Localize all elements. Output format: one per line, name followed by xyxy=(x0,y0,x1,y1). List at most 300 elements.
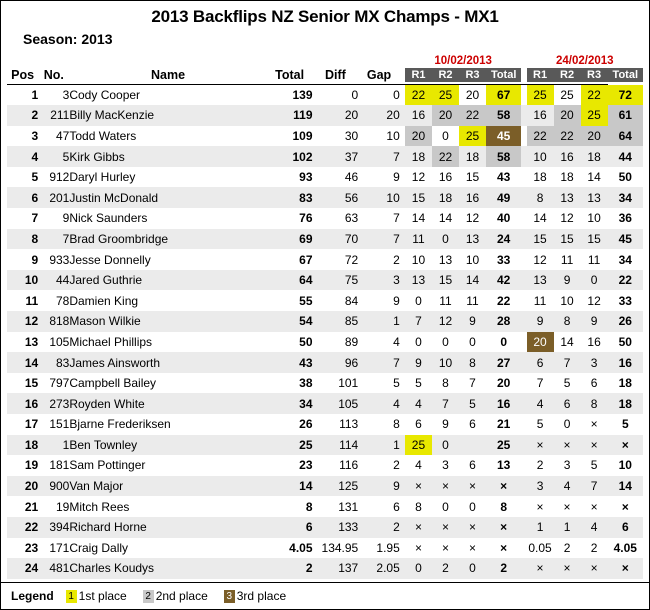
row-e2-total: 50 xyxy=(618,334,632,349)
row-total: 23 xyxy=(299,458,313,473)
row-e2-r2: 9 xyxy=(563,273,571,288)
row-number: 78 xyxy=(55,293,70,308)
row-e2-total: 5 xyxy=(621,417,629,432)
row-e2-r1: 6 xyxy=(536,355,544,370)
row-e1-total: × xyxy=(500,520,508,535)
row-e1-r3: 11 xyxy=(466,293,479,308)
row-total: 34 xyxy=(299,396,313,411)
row-e1-r2: 7 xyxy=(442,396,449,411)
row-e2-r2: 8 xyxy=(563,314,571,329)
row-total: 83 xyxy=(299,190,313,205)
row-name: Richard Horne xyxy=(69,520,147,535)
row-e1-r2: 0 xyxy=(442,334,449,349)
row-number: 1 xyxy=(62,437,70,452)
row-number: 151 xyxy=(49,417,70,432)
row-e2-r1: × xyxy=(536,437,544,452)
row-e1-r3 xyxy=(459,435,486,456)
row-e1-total: 21 xyxy=(497,417,511,432)
row-e1-total: × xyxy=(500,540,508,555)
row-e2-r3: 3 xyxy=(590,355,598,370)
row-total: 76 xyxy=(299,211,313,226)
row-gap: 3 xyxy=(393,273,400,288)
row-e1-r3: 15 xyxy=(465,170,480,185)
row-e1-r1: × xyxy=(414,540,422,555)
row-position: 23 xyxy=(24,540,39,555)
row-total: 55 xyxy=(299,293,313,308)
row-e1-r3: 9 xyxy=(469,314,476,329)
row-gap: 9 xyxy=(393,293,400,308)
event-date-2: 24/02/2013 xyxy=(555,54,614,67)
row-number: 105 xyxy=(49,334,70,349)
table-row[interactable] xyxy=(7,435,643,456)
row-e1-r2: 11 xyxy=(439,293,452,308)
row-name: Kirk Gibbs xyxy=(69,149,125,164)
row-e1-r1: 13 xyxy=(411,273,426,288)
row-number: 19 xyxy=(55,499,70,514)
col-pos[interactable]: Pos xyxy=(11,68,35,82)
row-gap: 7 xyxy=(393,231,400,246)
row-total: 50 xyxy=(299,334,313,349)
row-name: Nick Saunders xyxy=(69,211,148,226)
legend-swatch-silver: 2 xyxy=(143,590,154,603)
row-number: 3 xyxy=(62,88,70,103)
table-row[interactable] xyxy=(7,146,643,167)
row-diff: 105 xyxy=(338,396,359,411)
row-e1-r3: 14 xyxy=(465,273,480,288)
row-e2-r1: 20 xyxy=(527,332,554,353)
row-e1-total: 8 xyxy=(500,499,508,514)
row-e1-r3: 8 xyxy=(469,355,476,370)
row-position: 1 xyxy=(31,88,39,103)
row-e1-total: 45 xyxy=(486,126,521,147)
row-e2-r2: 2 xyxy=(563,540,571,555)
row-e1-r1: 16 xyxy=(411,108,426,123)
standings-table xyxy=(7,53,643,579)
row-e1-r3: × xyxy=(469,520,477,535)
row-e2-total: 45 xyxy=(618,231,632,246)
row-e1-r3: 0 xyxy=(469,561,476,576)
row-e2-r2: 12 xyxy=(560,211,574,226)
row-gap: 7 xyxy=(393,355,400,370)
row-e2-total: 33 xyxy=(618,293,632,308)
row-diff: 20 xyxy=(344,108,359,123)
table-row[interactable] xyxy=(7,290,643,311)
row-diff: 75 xyxy=(344,273,359,288)
col-e1-r2[interactable]: R2 xyxy=(432,68,459,82)
row-e1-r2: 0 xyxy=(442,231,449,246)
row-e2-r3: 20 xyxy=(581,126,608,147)
row-e2-r3: 2 xyxy=(590,540,598,555)
table-row[interactable] xyxy=(7,476,643,497)
row-name: Campbell Bailey xyxy=(69,376,157,391)
row-gap: 1 xyxy=(393,314,400,329)
row-diff: 125 xyxy=(338,479,359,494)
row-number: 181 xyxy=(49,458,70,473)
row-gap: 7 xyxy=(393,149,400,164)
table-row[interactable] xyxy=(7,126,643,147)
row-e1-r2: 22 xyxy=(432,146,459,167)
season-label: Season: 2013 xyxy=(23,31,113,47)
row-e1-r3: × xyxy=(469,479,477,494)
row-e2-r1: 18 xyxy=(533,170,547,185)
row-e1-r1: 4 xyxy=(415,396,422,411)
row-number: 933 xyxy=(49,252,70,267)
row-e2-r2: 4 xyxy=(563,479,571,494)
row-diff: 113 xyxy=(339,417,359,432)
row-e1-r3: 10 xyxy=(465,252,480,267)
row-e1-r1: 14 xyxy=(411,211,426,226)
row-number: 211 xyxy=(50,108,70,123)
row-number: 9 xyxy=(62,211,70,226)
page-title: 2013 Backflips NZ Senior MX Champs - MX1 xyxy=(151,7,499,26)
row-name: Jesse Donnelly xyxy=(69,252,151,267)
row-name: Justin McDonald xyxy=(69,190,159,205)
row-number: 47 xyxy=(55,128,70,143)
row-e2-r2: 3 xyxy=(563,458,571,473)
row-position: 17 xyxy=(24,417,39,432)
legend-item-1 xyxy=(66,589,127,603)
col-e2-r1[interactable]: R1 xyxy=(527,68,554,82)
table-row[interactable] xyxy=(7,352,643,373)
row-e2-total: 4.05 xyxy=(613,540,637,555)
row-e2-r3: 4 xyxy=(590,520,598,535)
row-e2-r2: 10 xyxy=(560,293,574,308)
row-name: Charles Koudys xyxy=(69,561,155,576)
table-row[interactable] xyxy=(7,229,643,250)
table-row[interactable] xyxy=(7,167,643,188)
col-gap[interactable]: Gap xyxy=(366,68,392,82)
row-total: 4.05 xyxy=(289,540,313,555)
row-e2-total: 6 xyxy=(621,520,629,535)
table-row[interactable] xyxy=(7,393,643,414)
row-e1-r3: 25 xyxy=(459,126,486,147)
row-name: Todd Waters xyxy=(69,128,137,143)
row-e1-total: 24 xyxy=(497,231,511,246)
legend-item-2 xyxy=(143,589,208,603)
row-diff: 114 xyxy=(339,437,359,452)
row-e1-r3: 6 xyxy=(469,458,476,473)
col-no[interactable]: No. xyxy=(43,68,64,82)
row-position: 10 xyxy=(24,273,39,288)
row-e1-r2: 15 xyxy=(438,273,453,288)
table-row[interactable] xyxy=(7,414,643,435)
row-e2-r1: 3 xyxy=(536,479,544,494)
row-e2-r1: 11 xyxy=(533,293,547,308)
table-row[interactable] xyxy=(7,332,643,353)
row-e2-r2: 15 xyxy=(560,231,574,246)
table-row[interactable] xyxy=(7,311,643,332)
row-e1-total: 58 xyxy=(486,146,521,167)
row-number: 797 xyxy=(49,376,70,391)
table-row[interactable] xyxy=(7,373,643,394)
row-e2-total: 26 xyxy=(618,314,632,329)
row-e1-r1: 0 xyxy=(415,334,422,349)
row-e1-r1: 20 xyxy=(405,126,432,147)
row-gap: 0 xyxy=(393,88,400,103)
row-position: 2 xyxy=(31,108,39,123)
row-position: 20 xyxy=(24,479,39,494)
col-e1-r1[interactable]: R1 xyxy=(405,68,432,82)
row-number: 900 xyxy=(49,479,70,494)
row-gap: 9 xyxy=(393,170,400,185)
row-e2-r2: 11 xyxy=(560,252,574,267)
row-total: 93 xyxy=(299,170,313,185)
row-e1-r3: 0 xyxy=(469,499,476,514)
row-diff: 0 xyxy=(351,88,359,103)
row-diff: 116 xyxy=(339,458,359,473)
row-gap: 10 xyxy=(386,190,400,205)
row-e1-r2: × xyxy=(441,520,449,535)
row-e1-r1: 0 xyxy=(415,561,422,576)
legend-swatch-gold: 1 xyxy=(66,590,77,603)
row-gap: 1.95 xyxy=(376,540,400,555)
row-gap: 2.05 xyxy=(376,561,400,576)
row-e2-total: × xyxy=(621,499,629,514)
row-e1-r1: 9 xyxy=(415,355,422,370)
row-total: 119 xyxy=(293,108,313,123)
col-e1-r3[interactable]: R3 xyxy=(459,68,486,82)
row-e1-total: 22 xyxy=(497,293,511,308)
row-e2-r3: 22 xyxy=(581,85,608,106)
row-name: Royden White xyxy=(69,396,145,411)
row-e2-r2: 20 xyxy=(554,105,581,126)
row-name: Sam Pottinger xyxy=(69,458,146,473)
row-e2-r1: 7 xyxy=(536,376,544,391)
row-e2-r1: 9 xyxy=(536,314,544,329)
legend-item-3 xyxy=(224,589,286,603)
table-row[interactable] xyxy=(7,517,643,538)
row-e2-r1: 8 xyxy=(536,190,544,205)
row-e2-r2: 22 xyxy=(554,126,581,147)
row-e1-total: 16 xyxy=(497,396,511,411)
row-e1-r3: 18 xyxy=(465,149,480,164)
row-e2-total: 61 xyxy=(608,105,643,126)
row-position: 21 xyxy=(24,499,39,514)
row-e1-r1: 12 xyxy=(411,170,426,185)
row-e1-r3: 13 xyxy=(465,231,480,246)
row-e1-r1: 4 xyxy=(415,458,422,473)
row-e1-total: 33 xyxy=(497,252,511,267)
row-gap: 4 xyxy=(393,334,400,349)
col-e2-r2[interactable]: R2 xyxy=(554,68,581,82)
table-row[interactable] xyxy=(7,496,643,517)
row-e1-r1: 5 xyxy=(415,376,422,391)
row-e2-r2: 1 xyxy=(563,520,571,535)
row-e2-total: 50 xyxy=(618,170,632,185)
row-name: Brad Groombridge xyxy=(69,231,169,246)
row-name: Michael Phillips xyxy=(69,334,153,349)
row-gap: 2 xyxy=(393,520,400,535)
row-e1-total: 13 xyxy=(497,458,511,473)
row-gap: 6 xyxy=(393,499,400,514)
row-e2-r2: 25 xyxy=(560,88,574,103)
row-e2-total: 34 xyxy=(618,252,632,267)
row-diff: 46 xyxy=(344,170,359,185)
row-e2-r3: 5 xyxy=(590,458,598,473)
row-number: 912 xyxy=(49,170,70,185)
row-diff: 85 xyxy=(344,314,359,329)
row-total: 54 xyxy=(299,314,313,329)
row-e2-r1: 14 xyxy=(533,211,547,226)
table-row[interactable] xyxy=(7,558,643,579)
row-e2-r1: 4 xyxy=(536,396,544,411)
row-e1-r3: 22 xyxy=(459,105,486,126)
row-name: Daryl Hurley xyxy=(69,170,136,185)
row-e1-r2: × xyxy=(441,540,449,555)
table-row[interactable] xyxy=(7,85,643,106)
row-e1-r2: 13 xyxy=(438,252,453,267)
row-number: 394 xyxy=(49,520,70,535)
row-e1-r1: 25 xyxy=(405,435,432,456)
row-e1-r1: 10 xyxy=(411,252,426,267)
row-diff: 96 xyxy=(344,355,359,370)
row-name: Mason Wilkie xyxy=(69,314,141,329)
row-e2-r1: 5 xyxy=(536,417,544,432)
row-gap: 5 xyxy=(393,376,400,391)
row-e2-r2: 16 xyxy=(560,149,574,164)
row-e1-r2: 2 xyxy=(442,561,449,576)
row-e2-r2: 7 xyxy=(563,355,571,370)
row-diff: 30 xyxy=(344,128,359,143)
row-number: 818 xyxy=(49,314,70,329)
row-gap: 2 xyxy=(393,458,400,473)
event-date-row xyxy=(7,53,643,68)
col-diff[interactable]: Diff xyxy=(324,68,346,82)
row-e2-total: 72 xyxy=(608,85,643,106)
row-position: 4 xyxy=(31,149,39,164)
row-number: 83 xyxy=(55,355,70,370)
row-e2-total: 10 xyxy=(618,458,632,473)
row-total: 2 xyxy=(305,561,313,576)
row-e2-total: × xyxy=(621,437,629,452)
row-number: 273 xyxy=(49,396,70,411)
row-e2-r3: 13 xyxy=(587,190,601,205)
row-e2-r2: 14 xyxy=(560,334,574,349)
row-e2-r3: × xyxy=(590,437,598,452)
row-e1-total: 28 xyxy=(497,314,511,329)
row-name: Bjarne Frederiksen xyxy=(69,417,171,432)
row-e1-total: 20 xyxy=(497,376,511,391)
row-e2-total: 64 xyxy=(608,126,643,147)
table-row[interactable] xyxy=(7,249,643,270)
row-e2-r3: 12 xyxy=(587,293,601,308)
row-e1-r3: 0 xyxy=(469,334,476,349)
row-position: 12 xyxy=(24,314,39,329)
row-e1-total: × xyxy=(500,479,508,494)
row-gap: 1 xyxy=(393,437,400,452)
row-number: 171 xyxy=(49,540,70,555)
row-position: 11 xyxy=(25,293,39,308)
row-e2-r1: × xyxy=(536,499,544,514)
row-e2-r1: × xyxy=(536,561,544,576)
row-e2-r1: 13 xyxy=(533,273,547,288)
table-row[interactable] xyxy=(7,270,643,291)
event-date-1: 10/02/2013 xyxy=(434,54,492,67)
row-name: Billy MacKenzie xyxy=(69,108,155,123)
col-e1-total[interactable]: Total xyxy=(486,68,521,82)
row-position: 9 xyxy=(31,252,39,267)
row-diff: 63 xyxy=(344,211,359,226)
row-e2-r1: 2 xyxy=(536,458,544,473)
row-e1-r2: 0 xyxy=(442,128,449,143)
col-e2-total[interactable]: Total xyxy=(608,68,643,82)
row-gap: 8 xyxy=(393,417,400,432)
row-e1-r2: 20 xyxy=(432,105,459,126)
row-e2-total: 18 xyxy=(618,376,632,391)
row-e1-r1: 7 xyxy=(415,314,422,329)
row-name: Ben Townley xyxy=(69,437,138,452)
row-e2-r3: 25 xyxy=(581,105,608,126)
table-row[interactable] xyxy=(7,187,643,208)
row-e2-total: 22 xyxy=(618,273,632,288)
row-position: 15 xyxy=(24,376,39,391)
row-e1-total: 58 xyxy=(486,105,521,126)
row-e2-r3: × xyxy=(590,499,598,514)
table-row[interactable] xyxy=(7,455,643,476)
row-e2-r3: × xyxy=(590,417,598,432)
table-row[interactable] xyxy=(7,208,643,229)
row-diff: 134.95 xyxy=(321,540,359,555)
col-e2-r3[interactable]: R3 xyxy=(581,68,608,82)
row-total: 25 xyxy=(299,437,313,452)
row-total: 14 xyxy=(299,479,313,494)
legend-text-3: 3rd place xyxy=(236,589,287,603)
row-e2-r2: × xyxy=(563,437,571,452)
row-name: Craig Dally xyxy=(69,540,129,555)
row-e2-r1: 22 xyxy=(527,126,554,147)
row-total: 38 xyxy=(299,376,313,391)
row-diff: 131 xyxy=(338,499,359,514)
col-name[interactable]: Name xyxy=(151,68,186,82)
row-e1-r2: 0 xyxy=(442,437,449,452)
row-e1-r3: 12 xyxy=(465,211,480,226)
row-total: 6 xyxy=(305,520,313,535)
row-e2-total: 18 xyxy=(618,396,632,411)
row-e2-r3: 16 xyxy=(587,334,601,349)
row-diff: 70 xyxy=(344,231,359,246)
row-e2-r1: 25 xyxy=(527,85,554,106)
row-e1-r2: 10 xyxy=(438,355,453,370)
table-row[interactable] xyxy=(7,538,643,559)
row-gap: 20 xyxy=(386,108,400,123)
table-row[interactable] xyxy=(7,105,643,126)
row-e1-r2: 9 xyxy=(442,417,449,432)
row-total: 109 xyxy=(292,128,313,143)
row-diff: 84 xyxy=(344,293,359,308)
row-e2-r3: 10 xyxy=(587,211,601,226)
row-gap: 4 xyxy=(393,396,400,411)
row-name: Damien King xyxy=(69,293,139,308)
row-total: 64 xyxy=(299,273,313,288)
legend-text-2: 2nd place xyxy=(155,589,208,603)
row-name: Cody Cooper xyxy=(69,88,141,103)
row-e2-r3: 11 xyxy=(587,252,601,267)
row-total: 8 xyxy=(305,499,313,514)
row-e1-r1: 18 xyxy=(411,149,426,164)
row-e2-r1: 1 xyxy=(536,520,544,535)
row-e2-r3: × xyxy=(590,561,598,576)
row-e1-r2: 0 xyxy=(442,499,449,514)
row-name: Jared Guthrie xyxy=(69,273,143,288)
row-number: 5 xyxy=(62,149,70,164)
row-e2-r2: 13 xyxy=(560,190,574,205)
row-e2-r3: 14 xyxy=(587,170,601,185)
row-e2-r2: 6 xyxy=(563,396,571,411)
col-total[interactable]: Total xyxy=(275,68,305,82)
row-e2-total: 16 xyxy=(618,355,632,370)
row-total: 139 xyxy=(292,88,313,103)
row-name: James Ainsworth xyxy=(69,355,161,370)
